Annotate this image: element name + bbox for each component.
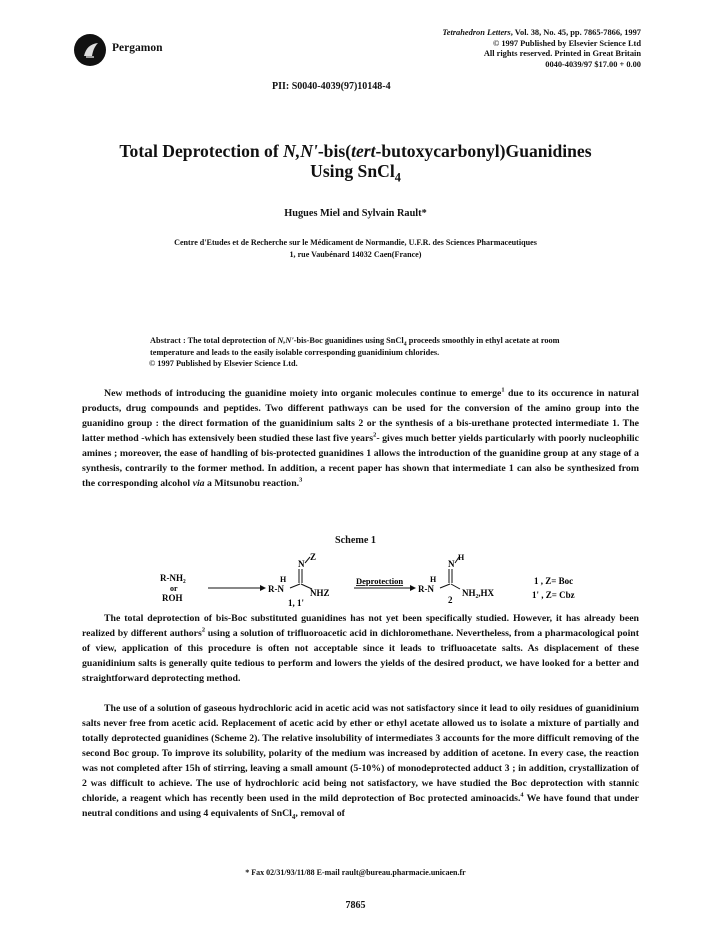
body-paragraph-3	[82, 701, 639, 821]
ref-superscript: 2	[201, 626, 206, 634]
scheme-svg	[150, 548, 670, 612]
label-h-1: H	[280, 575, 287, 584]
para-text: We have found that under neutral conditions and using 4 equivalents of SnCl	[82, 793, 639, 819]
title-italic: tert	[351, 141, 376, 161]
label-z: Z	[310, 552, 317, 562]
affiliation-line-1: Centre d'Etudes et de Recherche sur le Médicament de Normandie, U.F.R. des Sciences Pharmaceutiques	[174, 238, 537, 247]
para-text: using a solution of trifluoroacetic acid in dichloromethane. Nevertheless, from a pharmacological point of view, application of this procedure is often not acceptable since it leads to trifluoacetate salts. As displacement of these guanidinium salts is generally quite tedious to perform and lowers the yields of the desired product, we have looked for a better and straightforward deprotecting method.	[82, 628, 639, 684]
title-part: Using SnCl	[310, 161, 395, 181]
title-part: Total Deprotection of	[119, 141, 284, 161]
scheme-reference: Scheme 2	[214, 733, 255, 744]
label-rn-1: R-N	[268, 584, 284, 594]
scheme-title: Scheme 1	[334, 535, 377, 546]
abstract	[150, 335, 570, 370]
page-number: 7865	[345, 900, 366, 911]
abstract-text: proceeds smoothly in ethyl acetate at room temperature and leads to the easily isolable corresponding guanidinium chlorides.	[150, 336, 560, 357]
para-text: The use of a solution of gaseous hydrochloric acid in acetic acid was not satisfactory since it lead to oily residues of guanidinium salts never free from acetic acid. Replacement of acetic acid by ether or ethyl acetate allowed us to isolate a mixture of partially and totally deprotected guanidines (	[82, 703, 639, 744]
rights-line: All rights reserved. Printed in Great Britain	[483, 49, 641, 59]
legend-cbz: 1' , Z= Cbz	[532, 590, 575, 600]
para-text: due to its occurence in natural products, drug compounds and peptides. Two different pathways can be used for the conversion of the amino group into the guanidino group : the direct formation of the guanidinium salts 2 or the synthesis of a bis-urethane protected intermediate 1. The latter method -which has extensively been studied these last five years	[82, 388, 639, 444]
label-rn-2: R-N	[418, 584, 434, 594]
ref-superscript: 4	[520, 791, 524, 799]
para-text: ). The relative insolubility of intermediates 3 accounts for the more difficult removing of the second Boc group. To improve its solubility, polarity of the medium was increased by addition of acetone. In every case, the reaction was not completed after 15h of stirring, leaving a small amount (5-10%) of monodeprotected adduct 3 ; in addition, crystallization of 2 was difficult to achieve. The use of hydrochloric acid being not satisfactory, we have studied the Boc deprotection with stannic chloride, a reagent which has recently been used in the mild deprotection of Boc protected aminoacids.	[82, 733, 639, 804]
affiliation-line-2: 1, rue Vaubénard 14032 Caen(France)	[289, 249, 422, 259]
arrow-head-2	[410, 585, 416, 591]
abstract-text: Abstract : The total deprotection of	[150, 336, 278, 345]
abstract-copyright: © 1997 Published by Elsevier Science Ltd.	[149, 359, 298, 369]
journal-info	[341, 28, 641, 70]
title-line-1	[0, 141, 711, 161]
label-n-top-2: N	[448, 559, 455, 569]
ref-superscript: 3	[299, 476, 303, 484]
para-text: - gives much better yields particularly with poorly nucleophilic amines ; moreover, the ease of handling of bis-protected guanidines 1 allows the introduction of the guanidine group at any stage of a synthesis, contrarily to the former method. In addition, a recent paper has shown that intermediate 1 can also be synthesized from the corresponding alcohol	[82, 433, 640, 489]
abstract-subscript: 4	[403, 341, 407, 348]
compound-2-label: 2	[448, 595, 453, 605]
bond-rn-c	[290, 584, 300, 588]
label-n-top: N	[298, 559, 305, 569]
pii-line: PII: S0040-4039(97)10148-4	[272, 81, 391, 92]
journal-citation	[341, 28, 641, 39]
label-nh2hx: NH₂,HX	[462, 588, 494, 598]
title-italic: N,N'	[283, 141, 318, 161]
para-subscript: 4	[291, 813, 296, 821]
ref-superscript: 1	[501, 386, 505, 394]
title-subscript: 4	[394, 170, 401, 185]
title-line-2	[0, 161, 711, 185]
reactant-amine: R-NH₂	[160, 573, 186, 583]
label-h-top-2: H	[458, 553, 465, 562]
para-text: , removal of	[295, 808, 345, 819]
journal-volume: , Vol. 38, No. 45, pp. 7865-7866, 1997	[510, 28, 641, 37]
deprotection-label: Deprotection	[356, 576, 404, 586]
para-italic: via	[192, 478, 205, 489]
abstract-italic: N,N'	[277, 336, 294, 345]
abstract-text: -bis-Boc guanidines using SnCl	[293, 336, 404, 345]
para-text: a Mitsunobu reaction.	[204, 478, 300, 489]
body-paragraph-2	[82, 611, 639, 686]
para-text: The total deprotection of bis-Boc substituted guanidines has not yet been specifically studied. However, it has already been realized by different authors	[82, 613, 639, 639]
arrow-head-1	[260, 585, 266, 591]
bond-rn-c-2	[440, 584, 450, 588]
affiliation	[0, 237, 711, 260]
para-text: New methods of introducing the guanidine moiety into organic molecules continue to emerge	[104, 388, 502, 399]
journal-name: Tetrahedron Letters	[442, 28, 511, 37]
body-paragraph-1	[82, 386, 639, 491]
reactant-or: or	[170, 584, 178, 593]
reactant-alcohol: ROH	[162, 593, 183, 603]
publisher-name: Pergamon	[112, 42, 163, 54]
ref-superscript: 2	[373, 431, 377, 439]
pergamon-logo-icon	[74, 34, 106, 66]
scheme-1-diagram	[150, 548, 670, 612]
title-part: -bis(	[317, 141, 352, 161]
compound-1-label: 1, 1'	[288, 598, 305, 608]
title-part: -butoxycarbonyl)Guanidines	[375, 141, 592, 161]
bond-c-nh2	[451, 584, 460, 589]
corresponding-author-footnote: * Fax 02/31/93/11/88 E-mail rault@bureau.pharmacie.unicaen.fr	[245, 868, 466, 877]
paper-title	[0, 141, 711, 185]
label-nhz: NHZ	[310, 588, 330, 598]
price-line: 0040-4039/97 $17.00 + 0.00	[545, 59, 641, 69]
label-h-2: H	[430, 575, 437, 584]
copyright-line: © 1997 Published by Elsevier Science Ltd	[492, 38, 641, 48]
authors: Hugues Miel and Sylvain Rault*	[284, 208, 427, 219]
legend-boc: 1 , Z= Boc	[534, 576, 574, 586]
